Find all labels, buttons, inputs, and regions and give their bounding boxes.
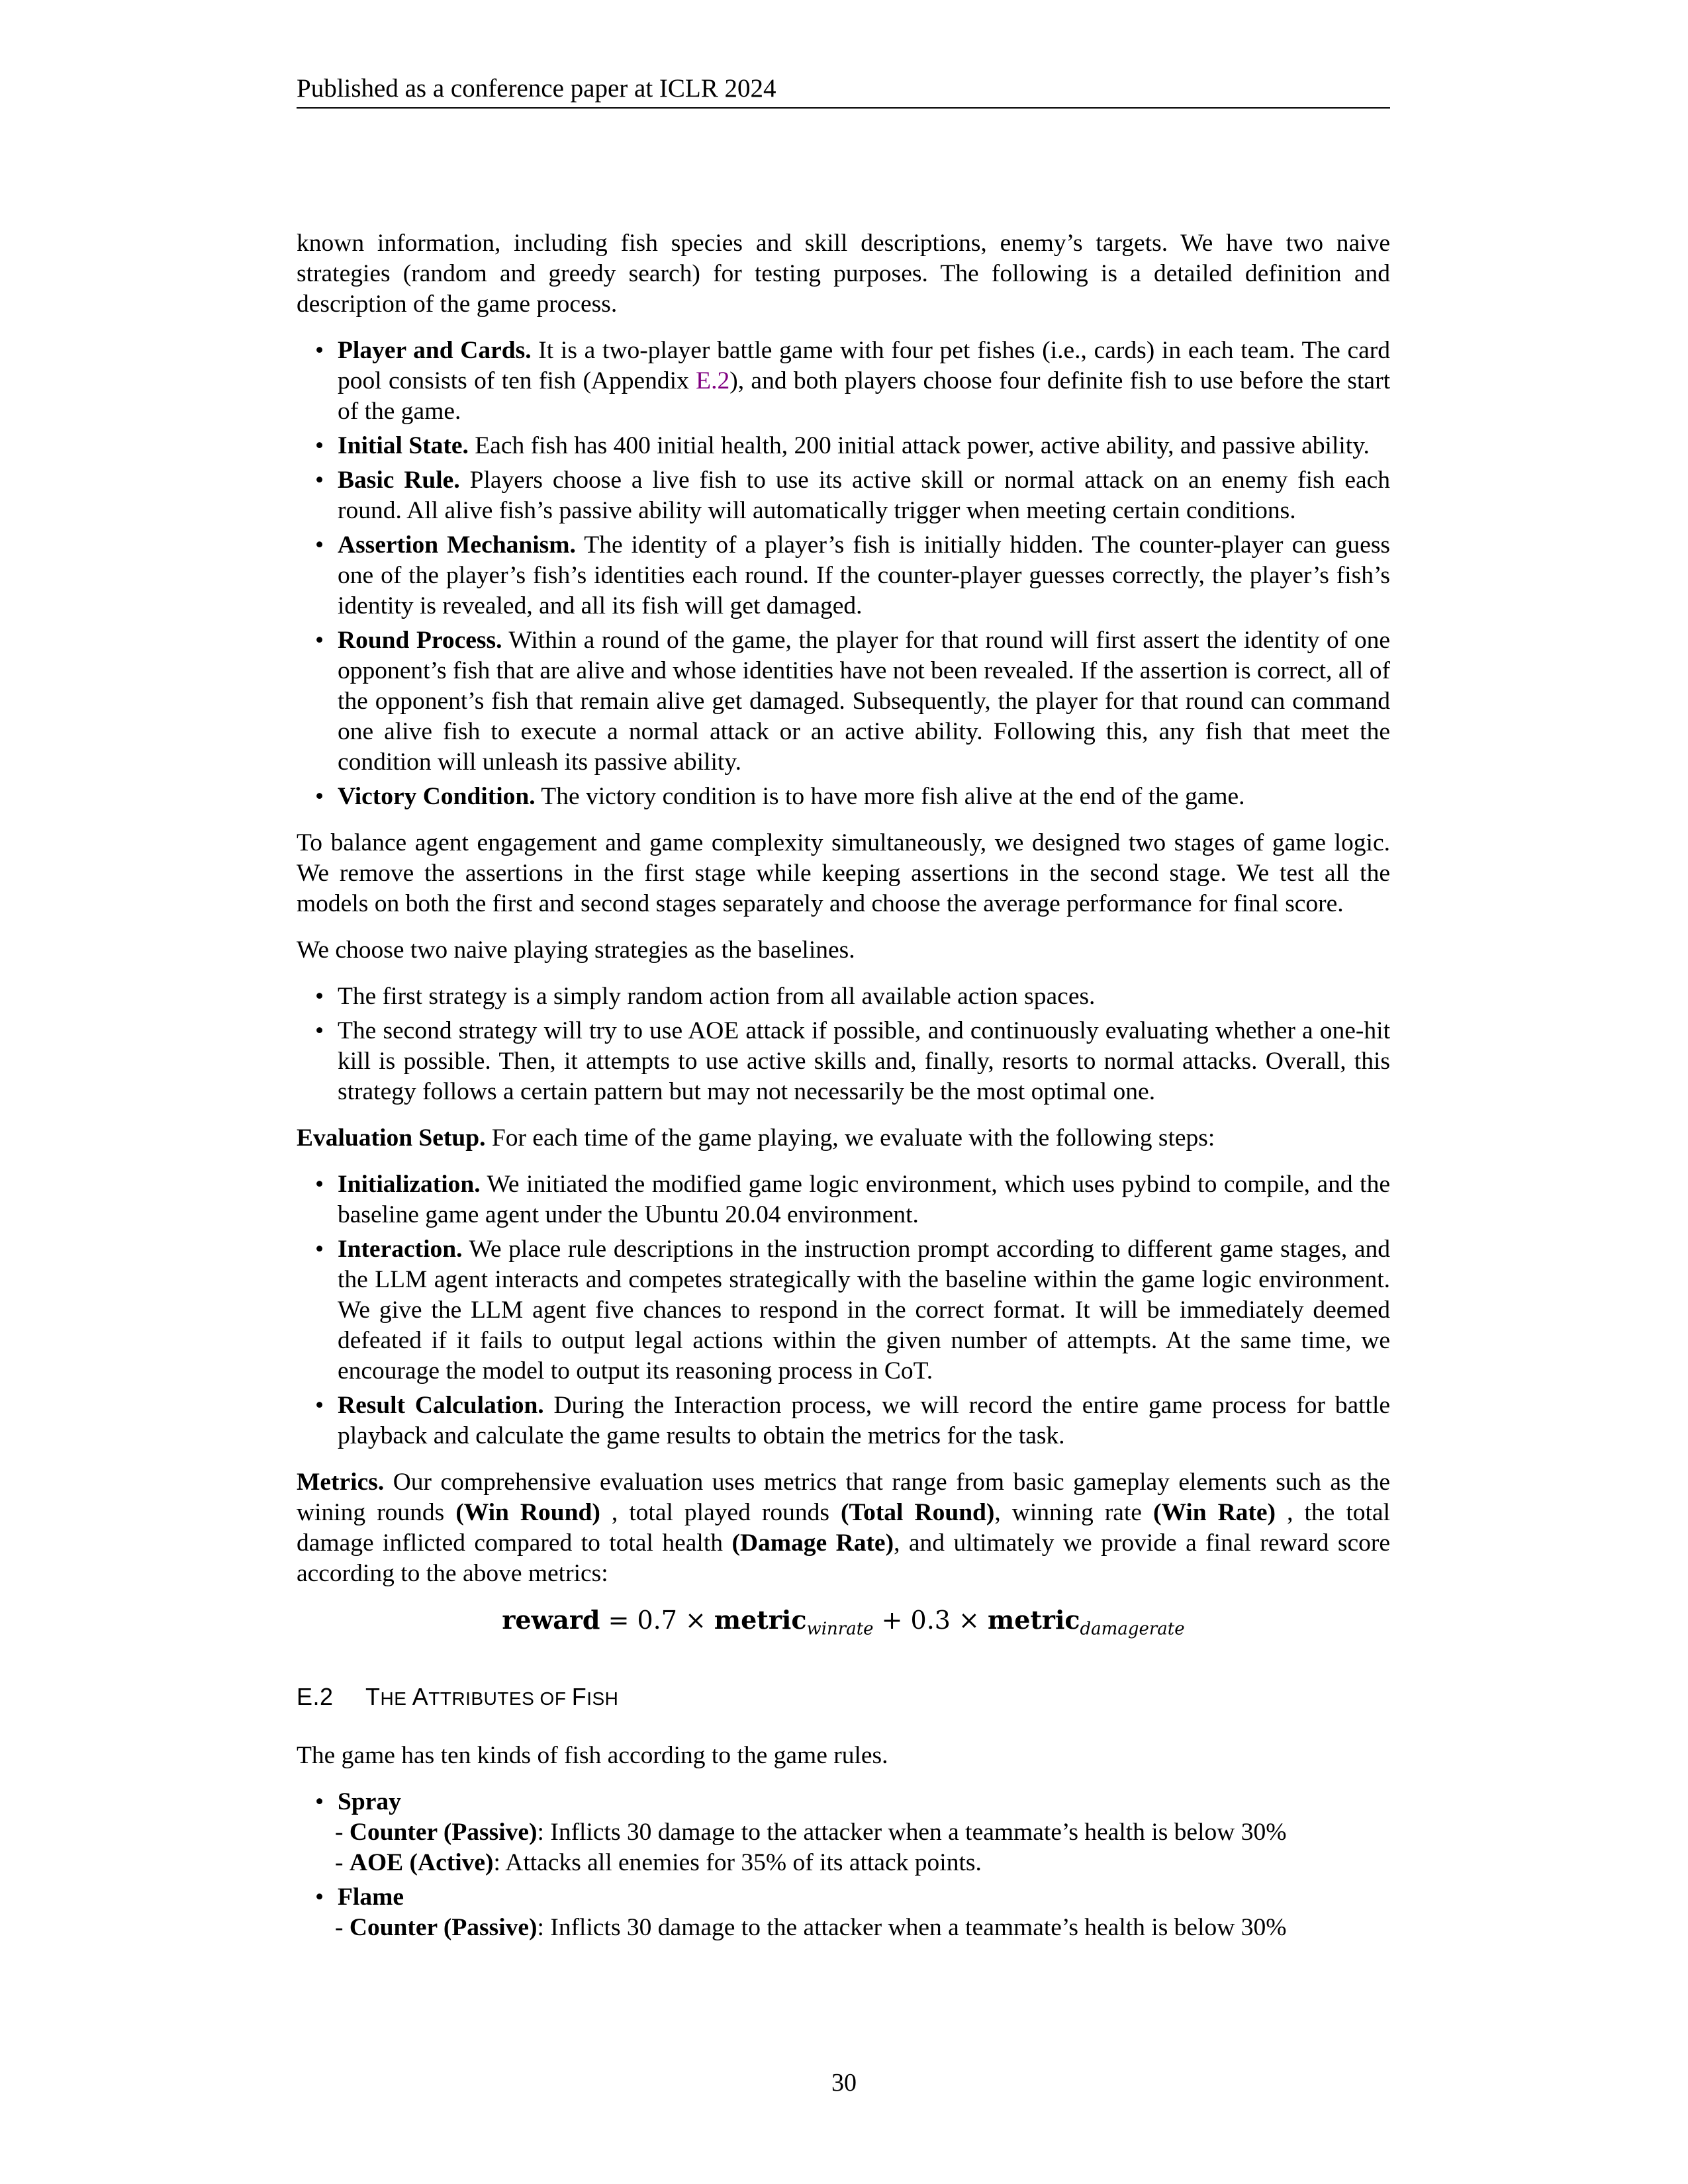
page-body	[297, 228, 1390, 1959]
fish-name: Spray	[338, 1788, 401, 1815]
game-rules-list	[297, 336, 1390, 812]
fish-skill: - Counter (Passive): Inflicts 30 damage to the attacker when a teammate’s health is below 30%	[335, 1913, 1287, 1941]
rule-title: Round Process.	[338, 627, 502, 654]
balance-paragraph: To balance agent engagement and game complexity simultaneously, we designed two stages of game logic. We remove the assertions in the first stage while keeping assertions in the second stage. We test all the models on both the first and second stages separately and choose the average performance for final score.	[297, 829, 1390, 917]
list-item	[297, 1787, 1390, 1878]
list-item: • Round Process. Within a round of the game, the player for that round will first assert the identity of one opponent’s fish that are alive and whose identities have not been revealed. If the assertion is correct, all of the opponent’s fish that remain alive get damaged. Subsequently, the player for that round can command one alive fish to execute a normal attack or an active ability. Following this, any fish that meet the condition will unleash its passive ability.	[297, 625, 1390, 778]
list-item: • Result Calculation. During the Interaction process, we will record the entire game process for battle playback and calculate the game results to obtain the metrics for the task.	[297, 1390, 1390, 1451]
list-item: • Assertion Mechanism. The identity of a player’s fish is initially hidden. The counter-player can guess one of the player’s fish’s identities each round. If the counter-player guesses correctly, the player’s fish’s identity is revealed, and all its fish will get damaged.	[297, 530, 1390, 621]
list-item: • Basic Rule. Players choose a live fish to use its active skill or normal attack on an enemy fish each round. All alive fish’s passive ability will automatically trigger when meeting certain conditions.	[297, 465, 1390, 526]
strategies-list	[297, 981, 1390, 1107]
rule-title: Victory Condition.	[338, 783, 536, 810]
rule-title: Basic Rule.	[338, 467, 460, 494]
list-item: • Player and Cards. It is a two-player battle game with four pet fishes (i.e., cards) in each team. The card pool consists of ten fish (Appendix E.2), and both players choose four definite fish to use before the start of the game.	[297, 336, 1390, 427]
list-item: • Interaction. We place rule descriptions in the instruction prompt according to different game stages, and the LLM agent interacts and competes strategically with the baseline within the game logic environment. We give the LLM agent five chances to respond in the correct format. It will be immediately deemed defeated if it fails to output legal actions within the given number of attempts. At the same time, we encourage the model to output its reasoning process in CoT.	[297, 1234, 1390, 1387]
rule-title: Assertion Mechanism.	[338, 531, 576, 559]
fish-name: Flame	[338, 1883, 404, 1911]
section-heading: E.2 THE ATTRIBUTES OF FISH	[297, 1682, 619, 1710]
evaluation-setup-paragraph: Evaluation Setup. For each time of the game playing, we evaluate with the following steps:	[297, 1124, 1215, 1152]
fish-skill: - AOE (Active): Attacks all enemies for 35% of its attack points.	[335, 1848, 982, 1876]
rule-title: Player and Cards.	[338, 337, 532, 364]
evaluation-steps-list	[297, 1169, 1390, 1451]
fish-intro: The game has ten kinds of fish according to the game rules.	[297, 1741, 888, 1769]
list-item: • Initial State. Each fish has 400 initial health, 200 initial attack power, active ability, and passive ability.	[297, 431, 1390, 461]
running-header: Published as a conference paper at ICLR 2024	[297, 71, 1390, 109]
list-item	[297, 1882, 1390, 1943]
list-item: • Victory Condition. The victory condition is to have more fish alive at the end of the game.	[297, 782, 1390, 812]
list-item: • Initialization. We initiated the modified game logic environment, which uses pybind to compile, and the baseline game agent under the Ubuntu 20.04 environment.	[297, 1169, 1390, 1230]
list-item: • The first strategy is a simply random action from all available action spaces.	[297, 981, 1390, 1012]
metrics-paragraph: Metrics. Our comprehensive evaluation uses metrics that range from basic gameplay elements such as the wining rounds (Win Round) , total played rounds (Total Round), winning rate (Win Rate) , the total damage inflicted compared to total health (Damage Rate), and ultimately we provide a final reward score according to the above metrics:	[297, 1469, 1390, 1587]
appendix-link[interactable]: E.2	[696, 367, 730, 394]
reward-formula: reward = 0.7 × metric$_{winrate}$ + 0.3 × metric$_{damagerate}$	[502, 1605, 1185, 1639]
page-number: 30	[831, 2069, 857, 2097]
list-item: • The second strategy will try to use AOE attack if possible, and continuously evaluating whether a one-hit kill is possible. Then, it attempts to use active skills and, finally, resorts to normal attacks. Overall, this strategy follows a certain pattern but may not necessarily be the most optimal one.	[297, 1016, 1390, 1107]
fish-list	[297, 1787, 1390, 1943]
intro-paragraph: known information, including fish species and skill descriptions, enemy’s targets. We have two naive strategies (random and greedy search) for testing purposes. The following is a detailed definition and description of the game process.	[297, 230, 1390, 318]
fish-skill: - Counter (Passive): Inflicts 30 damage to the attacker when a teammate’s health is below 30%	[335, 1818, 1287, 1846]
baselines-intro: We choose two naive playing strategies as the baselines.	[297, 936, 855, 964]
rule-title: Initial State.	[338, 432, 469, 459]
